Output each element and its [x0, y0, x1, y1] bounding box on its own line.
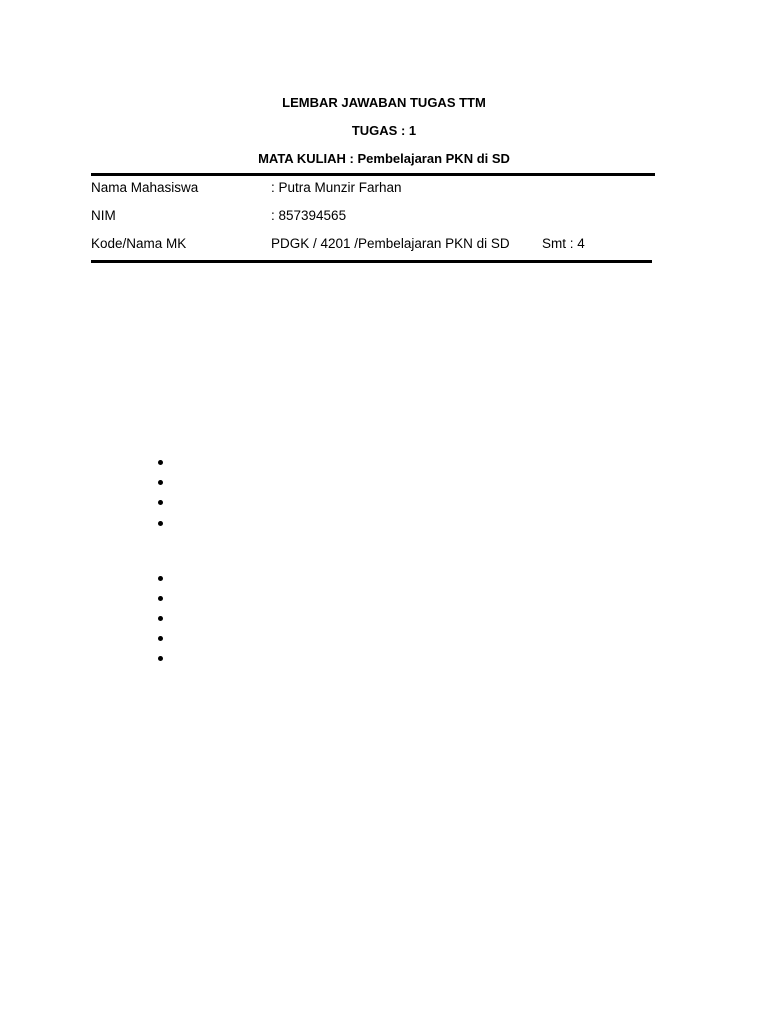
bottom-divider — [91, 260, 652, 263]
bullet-item — [158, 460, 163, 465]
bullet-item — [158, 576, 163, 581]
course-code-label: Kode/Nama MK — [91, 236, 187, 251]
student-name-value: : Putra Munzir Farhan — [271, 180, 402, 195]
task-number: TUGAS : 1 — [351, 123, 417, 138]
semester-value: Smt : 4 — [542, 236, 585, 251]
nim-value: : 857394565 — [271, 208, 347, 223]
page-title: LEMBAR JAWABAN TUGAS TTM — [282, 95, 486, 110]
bullet-item — [158, 500, 163, 505]
bullet-item — [158, 636, 163, 641]
bullet-item — [158, 616, 163, 621]
bullet-item — [158, 596, 163, 601]
course-code-value: PDGK / 4201 /Pembelajaran PKN di SD — [271, 236, 510, 251]
bullet-item — [158, 480, 163, 485]
bullet-item — [158, 521, 163, 526]
top-divider — [91, 173, 655, 176]
nim-label: NIM — [91, 208, 116, 223]
student-name-label: Nama Mahasiswa — [91, 180, 199, 195]
course-heading: MATA KULIAH : Pembelajaran PKN di SD — [258, 151, 510, 166]
bullet-item — [158, 656, 163, 661]
